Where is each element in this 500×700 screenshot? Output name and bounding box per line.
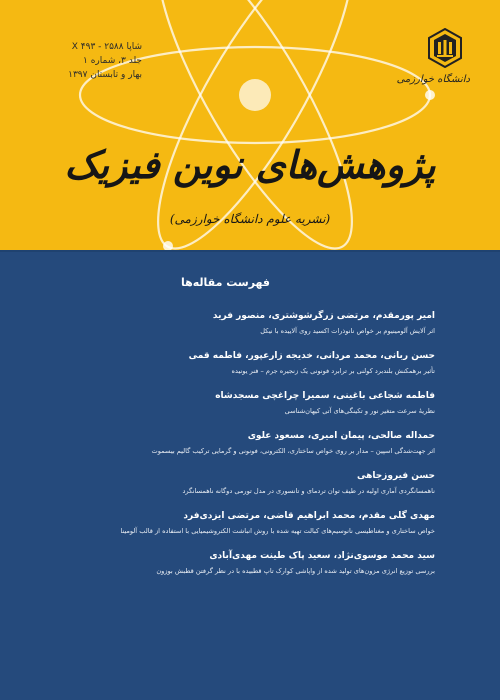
journal-subtitle: (نشریه علوم دانشگاه خوارزمی) [169,212,331,226]
article-authors: فاطمه شجاعی باغینی، سمیرا چراغچی مسجدشاه [215,391,435,401]
toc-heading: فهرست مقاله‌ها [180,276,270,289]
band-divider [0,250,500,252]
toc-article [55,430,435,457]
article-authors: حسن فیروزجاهی [356,471,435,481]
university-emblem-icon [427,28,463,68]
cover-header-band [0,0,500,250]
article-title: اثر آلایش آلومینیوم بر خواص نانوذرات اکسید روی آلاییده با نیکل [260,327,435,335]
journal-title: پژوهش‌های نوین فیزیک [64,142,436,187]
table-of-contents [55,310,435,590]
toc-article [55,550,435,577]
publication-info [22,40,142,82]
article-authors: سید محمد موسوی‌نژاد، سعید پاک طینت مهدی‌آبادی [209,551,435,561]
season-line: بهار و تابستان ۱۳۹۷ [68,70,142,80]
issn-line: شاپا X ۴۹۳ - ۲۵۸۸ [71,42,142,52]
article-title: خواص ساختاری و مغناطیسی نانوسیم‌های کبالت تهیه شده با روش انباشت الکتروشیمیایی با استفاده از قالب آلومینا [120,527,435,535]
article-title: تأثیر برهمکنش بلندبرد کولنی بر ترابرد فونونی یک زنجیره جرم – فنر یونیده [231,367,435,375]
toc-article [55,390,435,417]
toc-article [55,310,435,337]
article-authors: حسن ربانی، محمد مردانی، خدیجه زارعپور، فاطمه قمی [188,351,435,361]
publisher-logo [396,28,470,85]
article-title: اثر جهت‌شدگی اسپین – مدار بر روی خواص ساختاری، الکترونی، فونونی و گرمایی ترکیب گالیم بیسموت [151,447,435,455]
article-authors: مهدی گلی مقدم، محمد ابراهیم قاضی، مرتضی ایزدی‌فرد [183,511,435,521]
article-title: بررسی توزیع انرژی مزون‌های تولید شده از واپاشی کوارک تاپ قطبیده با در نظر گرفتن قطبش بوزون [156,567,435,575]
toc-article [55,350,435,377]
article-title: نظریهٔ سرعت متغیر نور و تکینگی‌های آتی کیهان‌شناسی [284,407,435,415]
article-title: ناهمسانگردی آماری اولیه در طیف توان تردمای و تانسوری در مدل تورمی دوگانه ناهمسانگرد [182,487,435,495]
toc-article [55,510,435,537]
publisher-name: دانشگاه خوارزمی [396,74,470,85]
article-authors: امیر پورمقدم، مرتضی زرگرشوشتری، منصور فرید [212,311,435,321]
volume-line: جلد ۳، شماره ۱ [82,56,142,66]
article-authors: حمداله صالحی، پیمان امیری، مسعود علوی [247,431,435,441]
toc-article [55,470,435,497]
